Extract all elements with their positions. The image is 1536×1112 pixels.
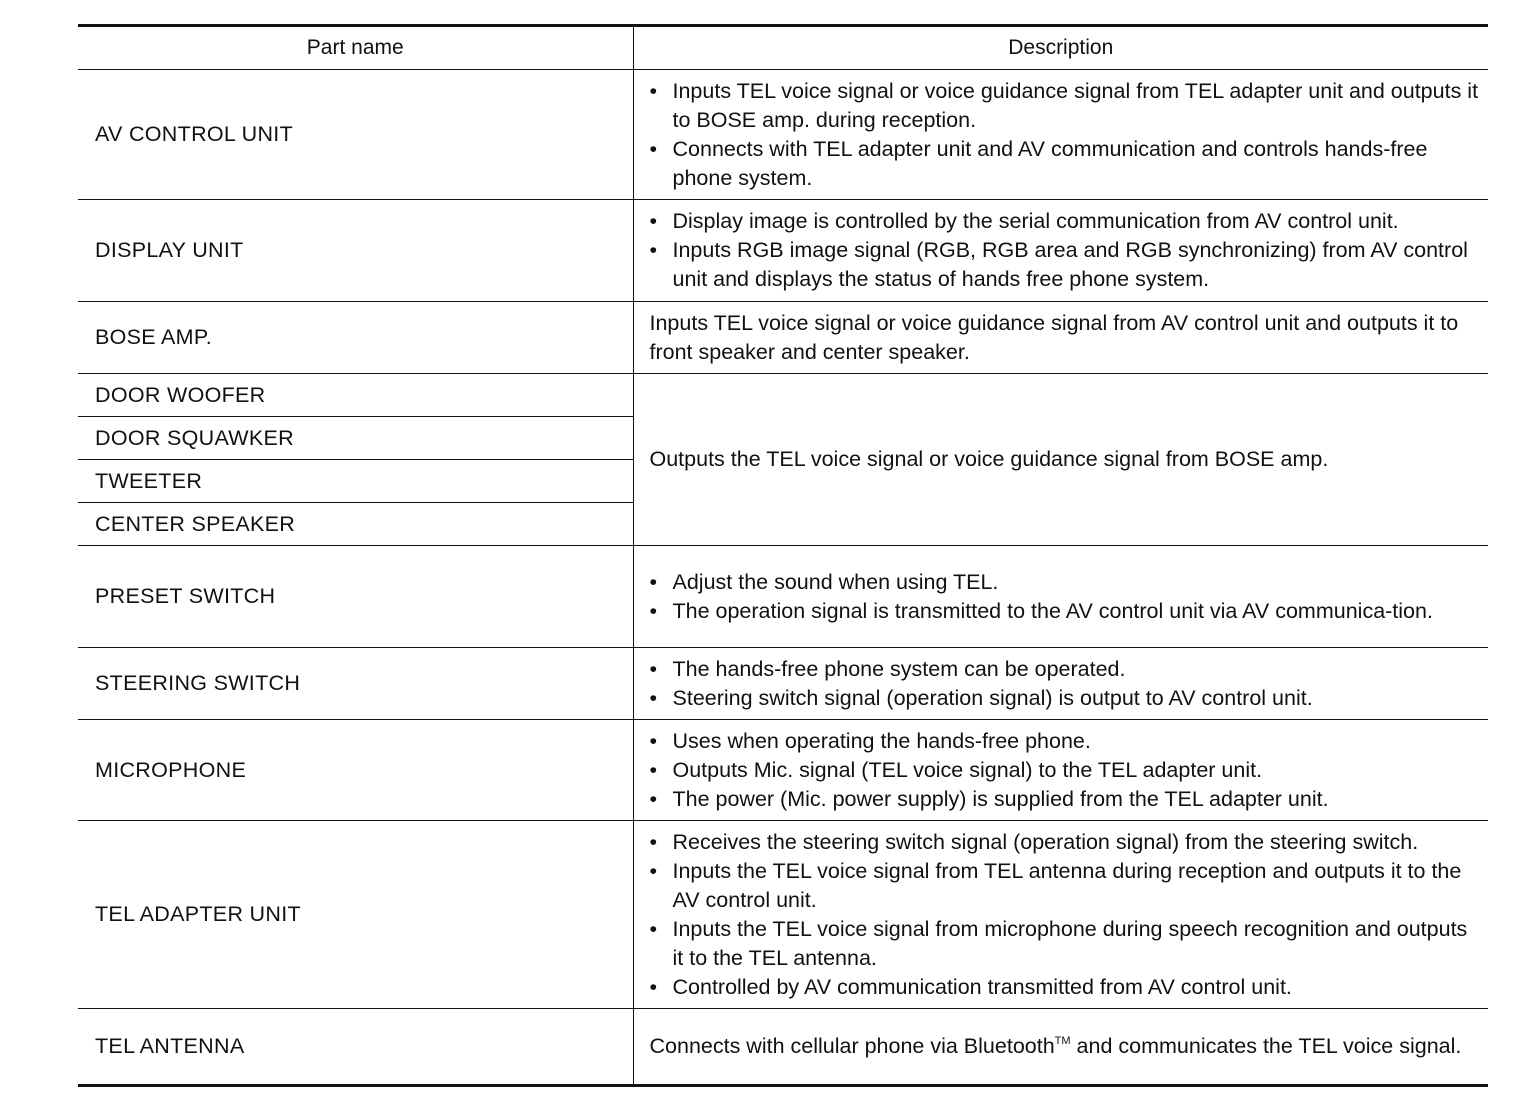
part-name-cell: STEERING SWITCH xyxy=(78,648,633,720)
description-list xyxy=(650,568,1481,626)
description-cell xyxy=(633,200,1488,302)
description-text: Connects with cellular phone via Bluetooth xyxy=(649,1034,1055,1058)
table-row xyxy=(78,546,1488,648)
description-list xyxy=(650,727,1481,814)
parts-description-table xyxy=(78,24,1488,1087)
part-name-cell: PRESET SWITCH xyxy=(78,546,633,648)
part-name-cell: TEL ADAPTER UNIT xyxy=(78,821,633,1009)
list-item: • Inputs TEL voice signal or voice guidance signal from TEL adapter unit and outputs it to BOSE amp. during reception. xyxy=(650,77,1481,135)
list-item: • Steering switch signal (operation signal) is output to AV control unit. xyxy=(650,684,1481,713)
list-item: • Inputs RGB image signal (RGB, RGB area and RGB synchronizing) from AV control unit and displays the status of hands free phone system. xyxy=(650,236,1481,294)
table-header-row xyxy=(78,26,1488,70)
list-item: • The power (Mic. power supply) is supplied from the TEL adapter unit. xyxy=(650,785,1481,814)
table-row xyxy=(78,821,1488,1009)
part-name-cell: TEL ANTENNA xyxy=(78,1009,633,1086)
part-name-cell: AV CONTROL UNIT xyxy=(78,70,633,200)
list-item: • Adjust the sound when using TEL. xyxy=(650,568,1481,597)
part-name-cell: BOSE AMP. xyxy=(78,302,633,374)
table-row xyxy=(78,200,1488,302)
description-list xyxy=(650,207,1481,294)
table-row xyxy=(78,1009,1488,1086)
trademark-symbol: TM xyxy=(1054,1035,1071,1047)
table-row xyxy=(78,648,1488,720)
description-cell xyxy=(633,70,1488,200)
description-cell xyxy=(633,720,1488,821)
description-list xyxy=(650,655,1481,713)
description-text: and communicates the TEL voice signal. xyxy=(1070,1034,1462,1058)
table-row xyxy=(78,70,1488,200)
list-item: • Inputs the TEL voice signal from microphone during speech recognition and outputs it to the TEL antenna. xyxy=(650,915,1481,973)
part-name-cell: DOOR WOOFER xyxy=(78,374,633,417)
list-item: • The operation signal is transmitted to the AV control unit via AV communica-tion. xyxy=(650,597,1481,626)
table-row xyxy=(78,374,1488,417)
table-row xyxy=(78,302,1488,374)
list-item: • Inputs the TEL voice signal from TEL antenna during reception and outputs it to the AV control unit. xyxy=(650,857,1481,915)
list-item: • Controlled by AV communication transmitted from AV control unit. xyxy=(650,973,1481,1002)
list-item: • Connects with TEL adapter unit and AV communication and controls hands-free phone system. xyxy=(650,135,1481,193)
column-header-part-name: Part name xyxy=(78,26,633,70)
list-item: • Receives the steering switch signal (operation signal) from the steering switch. xyxy=(650,828,1481,857)
list-item: • Outputs Mic. signal (TEL voice signal) to the TEL adapter unit. xyxy=(650,756,1481,785)
column-header-description: Description xyxy=(633,26,1488,70)
part-name-cell: TWEETER xyxy=(78,460,633,503)
description-cell xyxy=(633,648,1488,720)
part-name-cell: CENTER SPEAKER xyxy=(78,503,633,546)
description-cell: Outputs the TEL voice signal or voice guidance signal from BOSE amp. xyxy=(633,374,1488,546)
description-cell: Inputs TEL voice signal or voice guidance signal from AV control unit and outputs it to front speaker and center speaker. xyxy=(633,302,1488,374)
list-item: • The hands-free phone system can be operated. xyxy=(650,655,1481,684)
part-name-cell: DOOR SQUAWKER xyxy=(78,417,633,460)
description-cell xyxy=(633,546,1488,648)
part-name-cell: DISPLAY UNIT xyxy=(78,200,633,302)
description-cell xyxy=(633,1009,1488,1086)
description-list xyxy=(650,77,1481,193)
table-row xyxy=(78,720,1488,821)
part-name-cell: MICROPHONE xyxy=(78,720,633,821)
description-cell xyxy=(633,821,1488,1009)
list-item: • Display image is controlled by the serial communication from AV control unit. xyxy=(650,207,1481,236)
description-list xyxy=(650,828,1481,1002)
list-item: • Uses when operating the hands-free phone. xyxy=(650,727,1481,756)
